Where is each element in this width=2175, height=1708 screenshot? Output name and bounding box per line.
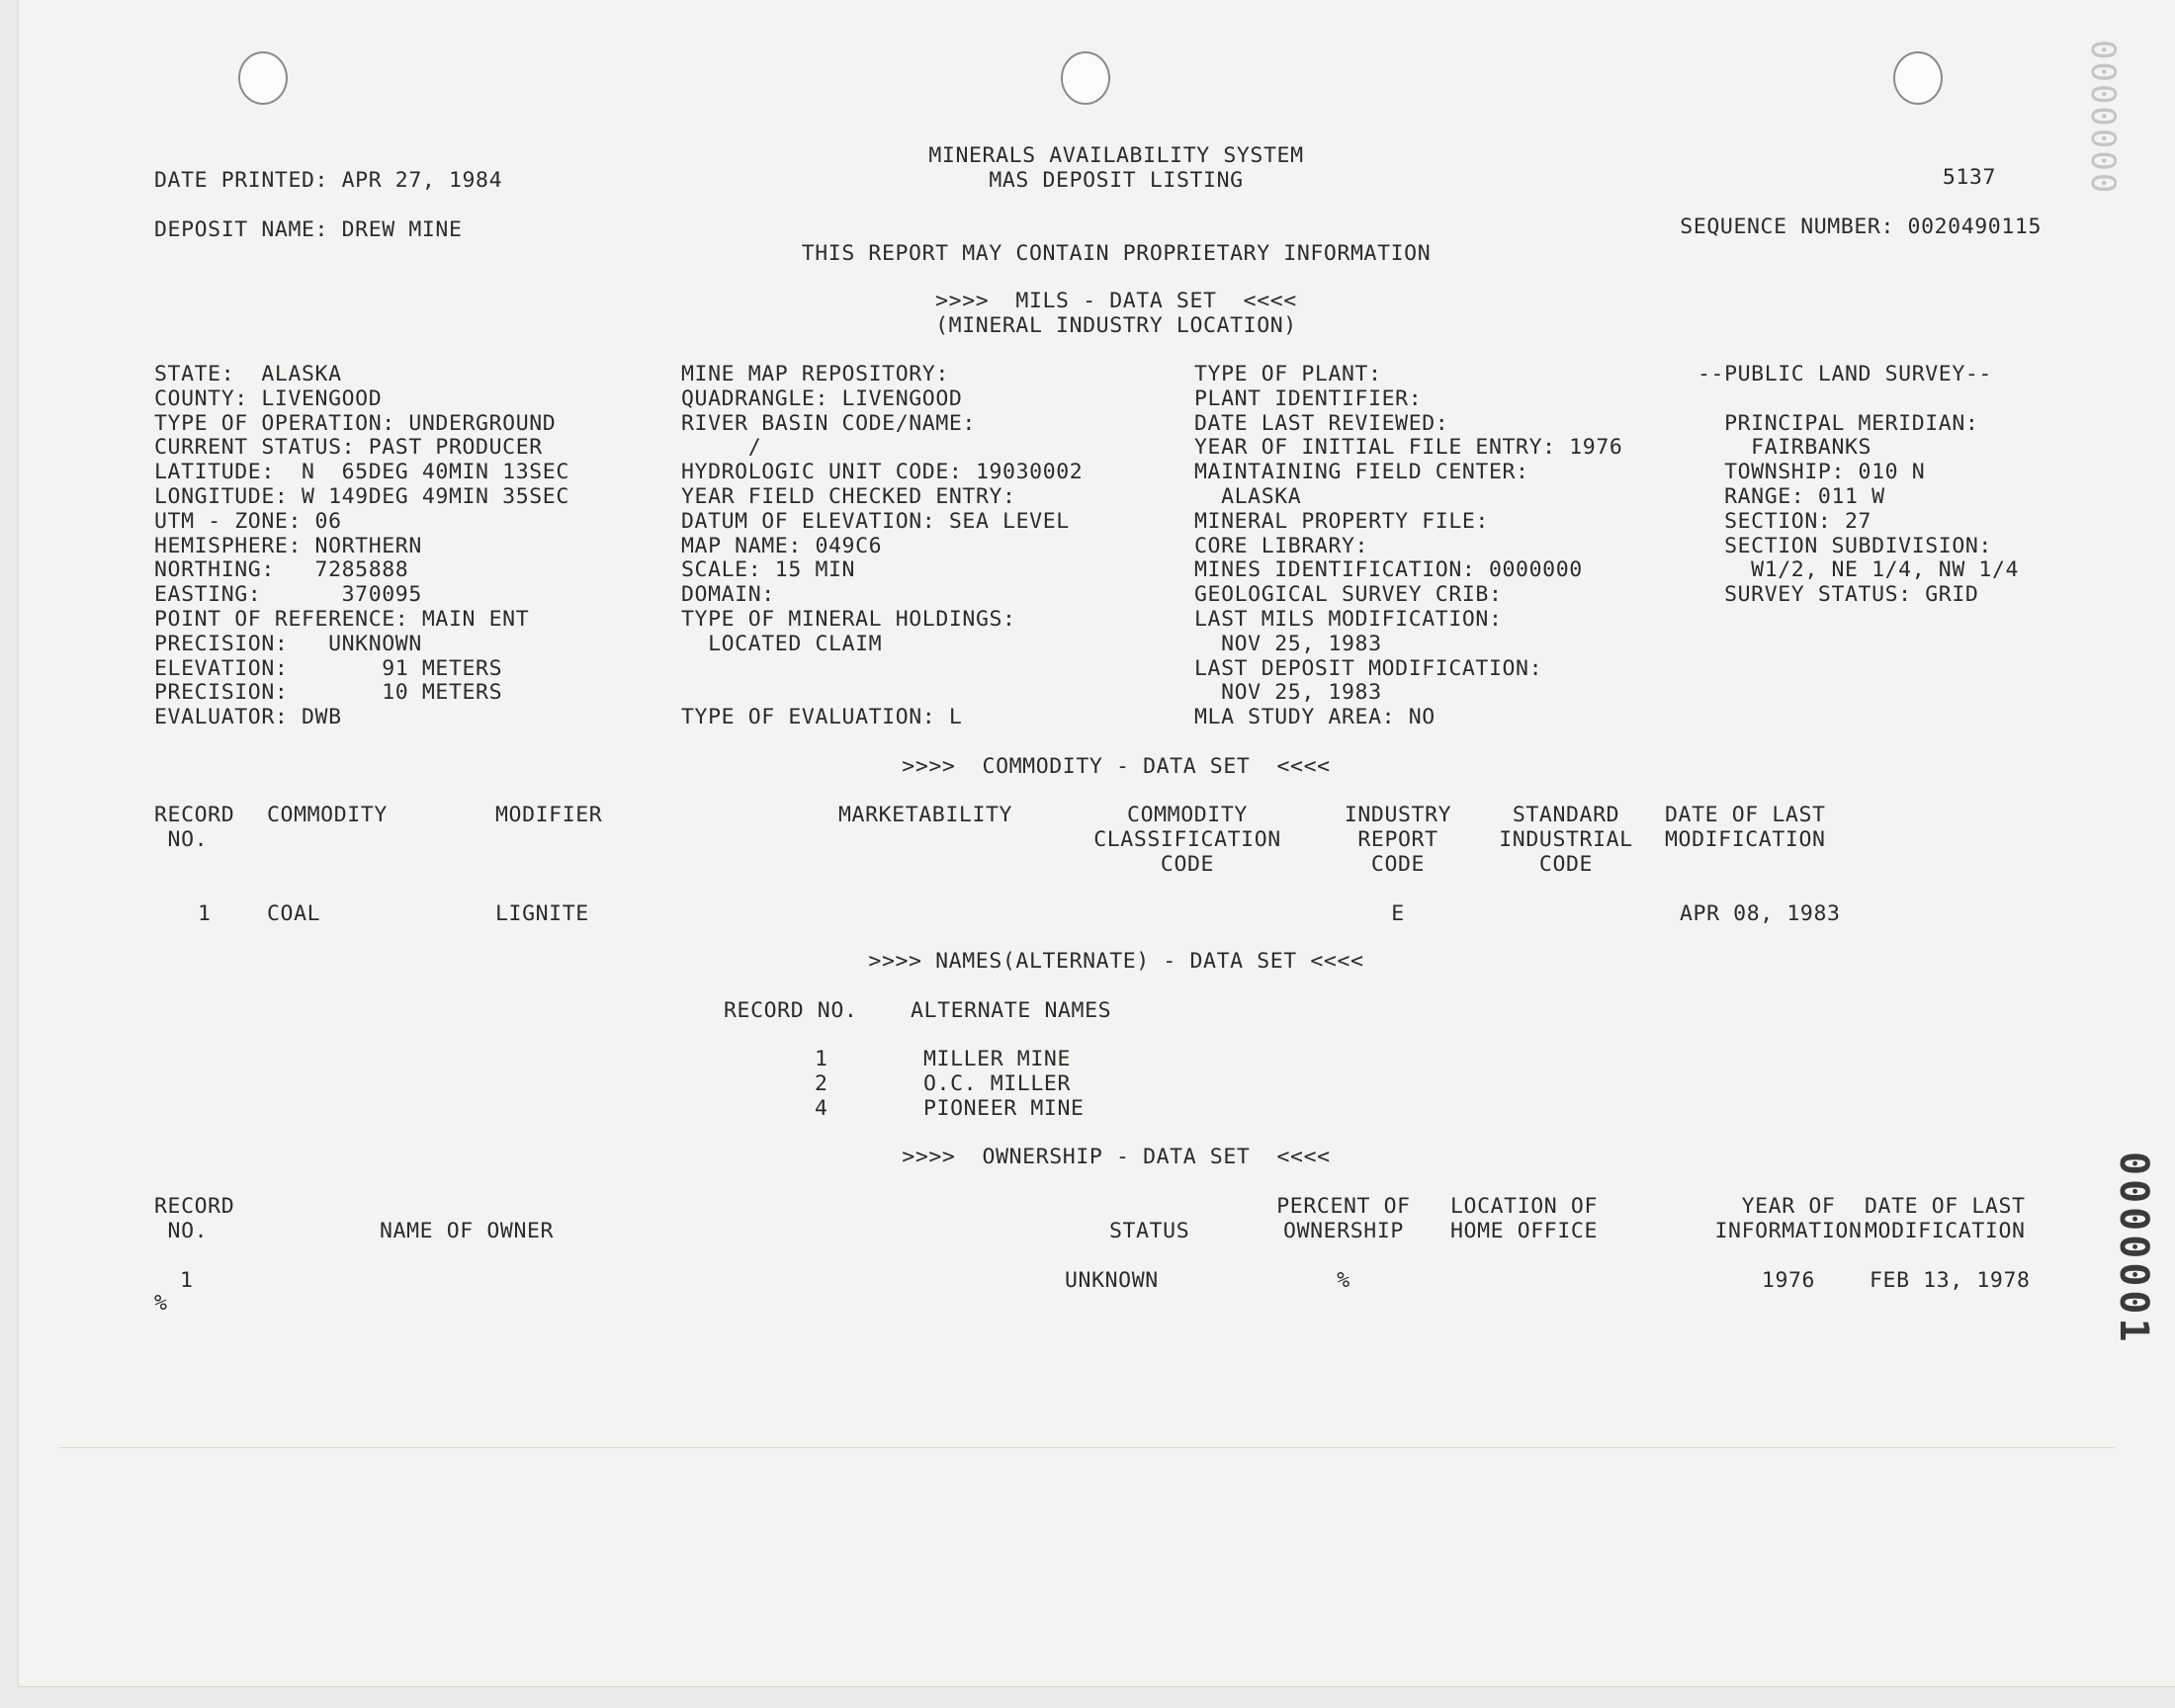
mils-col3-line: TYPE OF PLANT: [1194,362,1382,386]
commodity-header-date-last-mod: DATE OF LAST MODIFICATION [1665,803,1826,852]
mils-col3-line: MINES IDENTIFICATION: 0000000 [1194,557,1583,583]
mils-col3-line: YEAR OF INITIAL FILE ENTRY: 1976 [1194,435,1623,461]
mils-col1-line: LATITUDE: N 65DEG 40MIN 13SEC [154,460,569,485]
ownership-section-title: >>>> OWNERSHIP - DATA SET <<<< [902,1145,1331,1169]
mils-col1-line: UTM - ZONE: 06 [154,508,342,534]
mils-col2-line: LOCATED CLAIM [681,631,883,656]
mils-col2-line: DATUM OF ELEVATION: SEA LEVEL [681,508,1070,534]
page-number: 5137 [1942,165,1996,190]
mils-col1-line: HEMISPHERE: NORTHERN [154,533,422,558]
names-row-name: PIONEER MINE [923,1095,1085,1121]
commodity-header-commodity: COMMODITY [267,803,388,827]
mils-section-title: >>>> MILS - DATA SET <<<< [935,289,1297,313]
mils-col1-line: ELEVATION: 91 METERS [154,655,503,681]
sequence-number: SEQUENCE NUMBER: 0020490115 [1680,214,2042,239]
names-row-record-no: 2 [815,1070,828,1096]
mils-col2-line: QUADRANGLE: LIVENGOOD [681,385,963,411]
names-section-title: >>>> NAMES(ALTERNATE) - DATA SET <<<< [868,949,1364,974]
ownership-row-status: UNKNOWN [1065,1268,1159,1293]
mils-col2-line: / [681,435,762,461]
ownership-row-year: 1976 [1761,1268,1816,1293]
mils-col1-line: PRECISION: UNKNOWN [154,631,422,656]
mils-col2-line: RIVER BASIN CODE/NAME: [681,410,976,436]
mils-col4-line: W1/2, NE 1/4, NW 1/4 [1697,557,2020,583]
mils-col3-line: ALASKA [1194,484,1302,509]
mils-col1-line: TYPE OF OPERATION: UNDERGROUND [154,410,557,436]
ownership-row-percent: % [1337,1268,1350,1293]
page-divider [58,1447,2115,1448]
mils-col3-line: MLA STUDY AREA: NO [1194,705,1436,730]
ownership-header-date-last-mod: DATE OF LAST MODIFICATION [1865,1194,2026,1243]
mils-col4-line: SECTION: 27 [1697,508,1872,534]
commodity-row-record-no: 1 [198,901,212,926]
commodity-row-industry-report: E [1391,901,1405,926]
ownership-header-record-no: RECORD NO. [154,1194,235,1243]
margin-stamp-top: 0000000 [2083,40,2123,196]
mils-col3-line: LAST DEPOSIT MODIFICATION: [1194,655,1543,681]
mils-col2-line: YEAR FIELD CHECKED ENTRY: [681,484,1016,509]
date-printed: DATE PRINTED: APR 27, 1984 [154,168,503,193]
mils-col3-line: NOV 25, 1983 [1194,631,1382,656]
mils-col1-line: STATE: ALASKA [154,362,342,386]
commodity-section-title: >>>> COMMODITY - DATA SET <<<< [902,754,1331,779]
ownership-header-location: LOCATION OF HOME OFFICE [1450,1194,1598,1243]
mils-col2-line: HYDROLOGIC UNIT CODE: 19030002 [681,460,1084,485]
mils-col3-line: NOV 25, 1983 [1194,680,1382,706]
mils-col1-line: LONGITUDE: W 149DEG 49MIN 35SEC [154,484,569,509]
commodity-header-classification: COMMODITY CLASSIFICATION CODE [1093,803,1281,877]
ownership-header-percent: PERCENT OF OWNERSHIP [1276,1194,1411,1243]
names-header-record-no: RECORD NO. [724,998,858,1023]
commodity-header-modifier: MODIFIER [495,803,603,827]
mils-col2-line: MAP NAME: 049C6 [681,533,883,558]
mils-col4-line: SECTION SUBDIVISION: [1697,533,1992,558]
mils-col3-line: CORE LIBRARY: [1194,533,1369,558]
mils-section-subtitle: (MINERAL INDUSTRY LOCATION) [935,313,1297,338]
names-row-record-no: 1 [815,1047,828,1071]
proprietary-notice: THIS REPORT MAY CONTAIN PROPRIETARY INFORMATION [801,241,1432,266]
mils-col2-line: SCALE: 15 MIN [681,557,856,583]
mils-col1-line: EASTING: 370095 [154,582,422,608]
mils-col1-line: CURRENT STATUS: PAST PRODUCER [154,435,543,461]
mils-col4-line: --PUBLIC LAND SURVEY-- [1697,362,1992,386]
binder-hole-right [1893,51,1943,105]
commodity-row-modifier: LIGNITE [495,901,589,926]
mils-col2-line: TYPE OF EVALUATION: L [681,705,963,730]
mils-col4-line: PRINCIPAL MERIDIAN: [1697,410,1979,436]
listing-name: MAS DEPOSIT LISTING [989,168,1244,193]
mils-col4-line: SURVEY STATUS: GRID [1697,582,1979,608]
document-page [18,0,2175,1687]
mils-col2-line: TYPE OF MINERAL HOLDINGS: [681,607,1016,632]
margin-stamp-bottom: 0000001 [2111,1152,2156,1346]
mils-col3-line: MINERAL PROPERTY FILE: [1194,508,1489,534]
mils-col3-line: DATE LAST REVIEWED: [1194,410,1449,436]
ownership-trailing-mark: % [154,1291,168,1316]
mils-col1-line: NORTHING: 7285888 [154,557,409,583]
commodity-header-record-no: RECORD NO. [154,803,235,852]
ownership-header-year: YEAR OF INFORMATION [1714,1194,1863,1243]
mils-col1-line: POINT OF REFERENCE: MAIN ENT [154,607,530,632]
commodity-row-commodity: COAL [267,901,321,926]
binder-hole-center [1061,51,1110,105]
names-header-alternate-names: ALTERNATE NAMES [911,998,1112,1023]
names-row-name: O.C. MILLER [923,1070,1071,1096]
binder-hole-left [238,51,288,105]
mils-col4-line: FAIRBANKS [1697,435,1872,461]
mils-col1-line: PRECISION: 10 METERS [154,680,503,706]
system-name: MINERALS AVAILABILITY SYSTEM [928,143,1304,168]
mils-col3-line: PLANT IDENTIFIER: [1194,385,1423,411]
mils-col3-line: MAINTAINING FIELD CENTER: [1194,460,1529,485]
ownership-header-status: STATUS [1109,1219,1190,1243]
commodity-row-date-last-mod: APR 08, 1983 [1680,901,1841,926]
deposit-name: DEPOSIT NAME: DREW MINE [154,217,463,242]
mils-col1-line: COUNTY: LIVENGOOD [154,385,383,411]
mils-col2-line: DOMAIN: [681,582,775,608]
mils-col3-line: LAST MILS MODIFICATION: [1194,607,1503,632]
names-row-record-no: 4 [815,1095,828,1121]
mils-col4-line: RANGE: 011 W [1697,484,1885,509]
commodity-header-marketability: MARKETABILITY [838,803,1013,827]
mils-col2-line: MINE MAP REPOSITORY: [681,362,949,386]
ownership-row-date-last-mod: FEB 13, 1978 [1870,1268,2031,1293]
mils-col1-line: EVALUATOR: DWB [154,705,342,730]
commodity-header-industry-report: INDUSTRY REPORT CODE [1344,803,1452,877]
names-row-name: MILLER MINE [923,1047,1071,1071]
mils-col4-line: TOWNSHIP: 010 N [1697,460,1926,485]
commodity-header-sic: STANDARD INDUSTRIAL CODE [1499,803,1633,877]
mils-col3-line: GEOLOGICAL SURVEY CRIB: [1194,582,1503,608]
ownership-header-name-of-owner: NAME OF OWNER [380,1219,555,1243]
ownership-row-record-no: 1 [180,1268,194,1293]
